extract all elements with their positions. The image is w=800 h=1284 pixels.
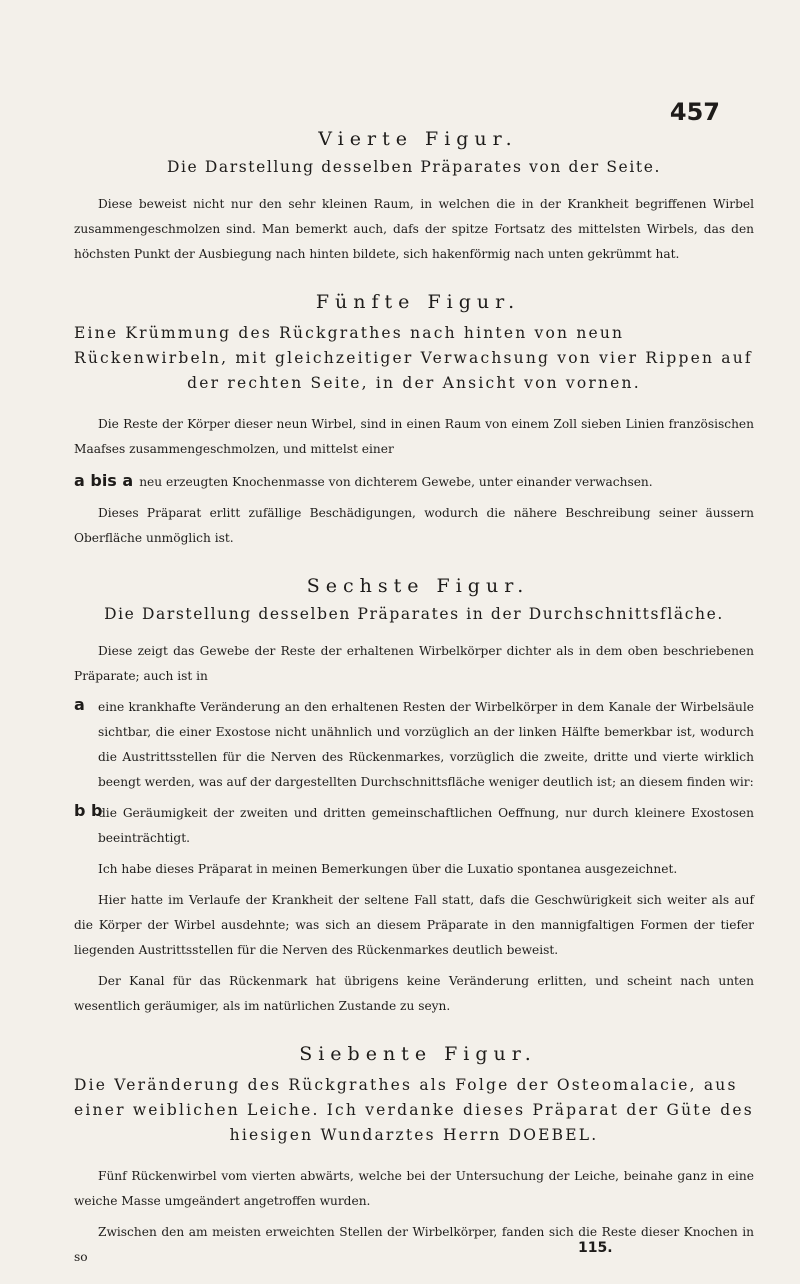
fig-4-paragraph: Diese beweist nicht nur den sehr kleinen Raum, in welchen die in der Krankheit begriffenen Wirbel zusammengeschmolzen sind. Man bemerkt auch, dafs der spitze Fortsatz des mittelsten Wirbels, das den höchsten Punkt der Ausbiegung nach hinten bildete, sich hakenförmig nach unten gekrümmt hat.: [74, 197, 754, 261]
fig-5-paragraph-2-text: neu erzeugten Knochenmasse von dichterem Gewebe, unter einander verwachsen.: [139, 475, 653, 489]
fig-7-paragraph-1: Fünf Rückenwirbel vom vierten abwärts, welche bei der Untersuchung der Leiche, beinahe ganz in eine weiche Masse umgeändert angetroffen wurden.: [74, 1169, 754, 1208]
fig-5-paragraph-3: Dieses Präparat erlitt zufällige Beschädigungen, wodurch die nähere Beschreibung seiner äussern Oberfläche unmöglich ist.: [74, 506, 754, 545]
fig-6-paragraph-2: Ich habe dieses Präparat in meinen Bemerkungen über die Luxatio spontanea ausgezeichnet.: [98, 862, 678, 876]
section-fig-5: [74, 291, 754, 551]
section-fig-7: [74, 1043, 754, 1270]
fig-5-paragraph-1: Die Reste der Körper dieser neun Wirbel, sind in einen Raum von einem Zoll sieben Linien französischen Maafses zusammengeschmolzen, und mittelst einer: [74, 417, 754, 456]
fig-5-marker: a bis a: [74, 471, 134, 490]
page-content: [74, 128, 754, 1276]
fig-6-subtitle: Die Darstellung desselben Präparates in der Durchschnittsfläche.: [104, 605, 724, 623]
section-fig-6: [74, 575, 754, 1019]
fig-6-item-a: [74, 695, 754, 795]
fig-6-item-a-text: eine krankhafte Veränderung an den erhaltenen Resten der Wirbelkörper in dem Kanale der Wirbelsäule sichtbar, die einer Exostose nicht unähnlich und vorzüglich an der linken Hälfte bemerkbar ist, wodurch die Austrittsstellen für die Nerven des Rückenmarkes, vorzüglich die zweite, dritte und vierte wirklich beengt werden, was auf der dargestellten Durchschnittsfläche weniger deutlich ist; an diesem finden wir:: [98, 700, 754, 789]
fig-4-heading: Vierte Figur.: [318, 128, 518, 150]
section-fig-4: [74, 128, 754, 267]
bottom-signature-number: 115.: [578, 1240, 613, 1256]
fig-6-item-b: [74, 801, 754, 851]
fig-5-heading: Fünfte Figur.: [315, 291, 521, 313]
fig-7-paragraph-2: Zwischen den am meisten erweichten Stellen der Wirbelkörper, fanden sich die Reste dieser Knochen in so: [74, 1225, 754, 1264]
fig-6-marker-a: a: [74, 695, 85, 714]
fig-4-subtitle: Die Darstellung desselben Präparates von der Seite.: [166, 158, 662, 176]
fig-6-heading: Sechste Figur.: [306, 575, 530, 597]
fig-5-paragraph-2: [74, 468, 754, 495]
fig-5-subtitle: Eine Krümmung des Rückgrathes nach hinten von neun Rückenwirbeln, mit gleichzeitiger Verwachsung von vier Rippen auf der rechten Seite, in der Ansicht von vornen.: [74, 324, 753, 392]
fig-7-subtitle: Die Veränderung des Rückgrathes als Folge der Osteomalacie, aus einer weiblichen Leiche. Ich verdanke dieses Präparat der Güte des hiesigen Wundarztes Herrn DOEBEL.: [74, 1076, 754, 1144]
fig-6-paragraph-4: Der Kanal für das Rückenmark hat übrigens keine Veränderung erlitten, und scheint nach unten wesentlich geräumiger, als im natürlichen Zustande zu seyn.: [74, 974, 754, 1013]
fig-6-marker-b: b b: [74, 801, 103, 820]
fig-6-item-b-text: die Geräumigkeit der zweiten und dritten gemeinschaftlichen Oeffnung, nur durch kleinere Exostosen beeinträchtigt.: [98, 806, 754, 845]
fig-7-heading: Siebente Figur.: [299, 1043, 537, 1065]
page-number: 457: [669, 98, 720, 126]
fig-6-paragraph-1: Diese zeigt das Gewebe der Reste der erhaltenen Wirbelkörper dichter als in dem oben beschriebenen Präparate; auch ist in: [74, 644, 754, 683]
fig-6-paragraph-3: Hier hatte im Verlaufe der Krankheit der seltene Fall statt, dafs die Geschwürigkeit sich weiter als auf die Körper der Wirbel ausdehnte; was sich an diesem Präparate in den mannigfaltigen Formen der tiefer liegenden Austrittsstellen für die Nerven des Rückenmarkes deutlich beweist.: [74, 893, 754, 957]
